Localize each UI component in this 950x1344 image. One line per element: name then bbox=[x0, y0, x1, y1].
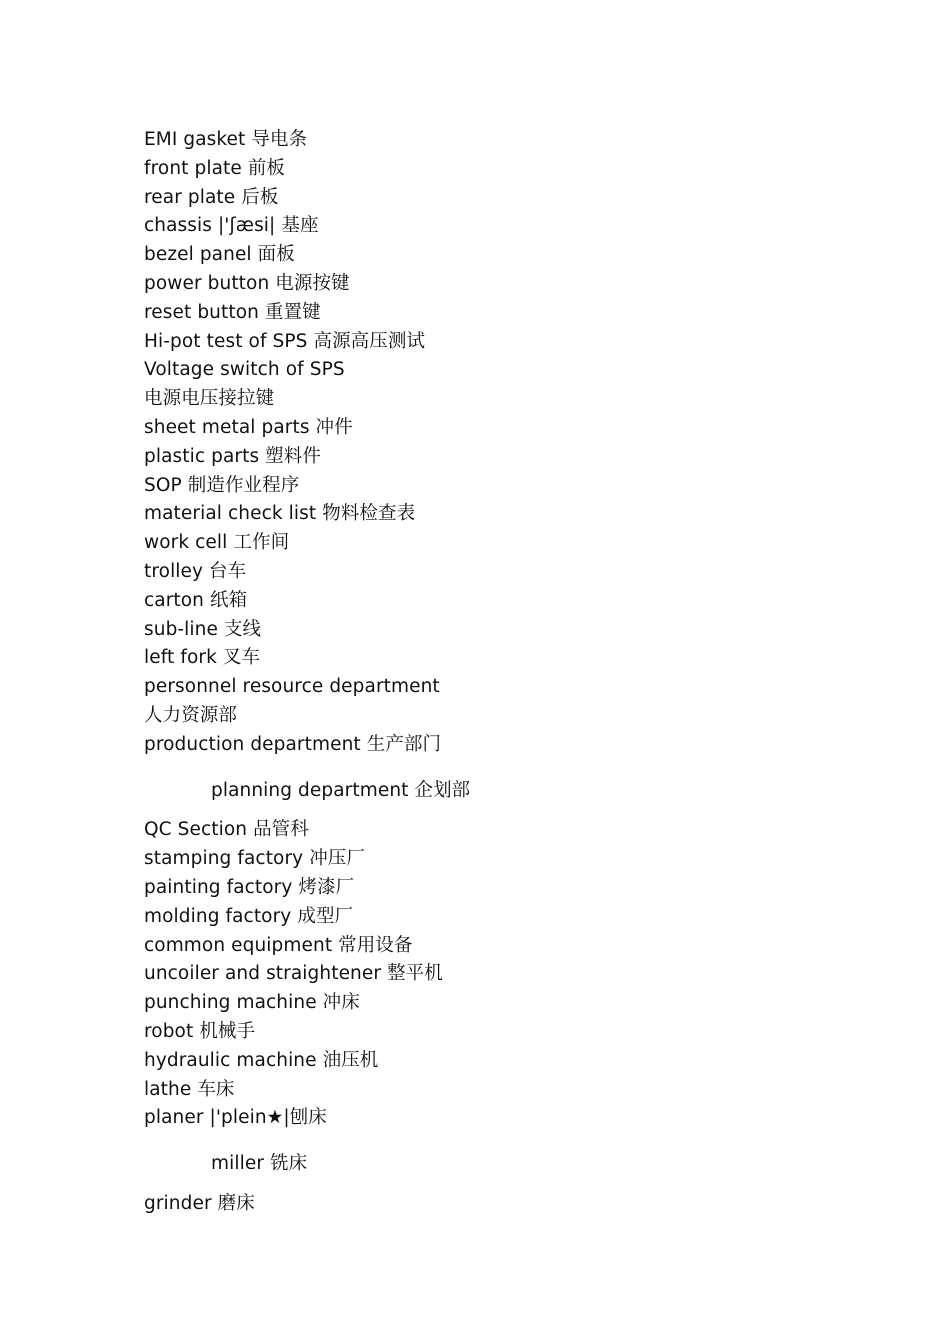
glossary-line: common equipment 常用设备 bbox=[144, 934, 413, 956]
glossary-line: work cell 工作间 bbox=[144, 532, 290, 554]
glossary-line: miller 铣床 bbox=[211, 1153, 308, 1175]
glossary-line: SOP 制造作业程序 bbox=[144, 474, 300, 496]
glossary-line: Voltage switch of SPS bbox=[144, 359, 345, 381]
glossary-line: chassis |'ʃæsi| 基座 bbox=[144, 215, 319, 237]
glossary-line: left fork 叉车 bbox=[144, 647, 261, 669]
glossary-line: rear plate 后板 bbox=[144, 186, 279, 208]
glossary-line: planning department 企划部 bbox=[211, 779, 471, 801]
glossary-line: robot 机械手 bbox=[144, 1020, 256, 1042]
glossary-line: production department 生产部门 bbox=[144, 733, 442, 755]
glossary-line: punching machine 冲床 bbox=[144, 992, 360, 1014]
glossary-line: lathe 车床 bbox=[144, 1078, 235, 1100]
glossary-line: carton 纸箱 bbox=[144, 589, 248, 611]
glossary-line: grinder 磨床 bbox=[144, 1192, 255, 1214]
glossary-line: power button 电源按键 bbox=[144, 272, 350, 294]
glossary-line: QC Section 品管科 bbox=[144, 819, 309, 841]
glossary-line: personnel resource department bbox=[144, 676, 440, 698]
glossary-line: sheet metal parts 冲件 bbox=[144, 416, 353, 438]
glossary-line: stamping factory 冲压厂 bbox=[144, 848, 366, 870]
glossary-line: 人力资源部 bbox=[144, 704, 238, 726]
glossary-line: molding factory 成型厂 bbox=[144, 905, 354, 927]
glossary-line: 电源电压接拉键 bbox=[144, 388, 275, 410]
glossary-list bbox=[144, 126, 844, 1219]
glossary-line: trolley 台车 bbox=[144, 560, 247, 582]
glossary-line: reset button 重置键 bbox=[144, 301, 321, 323]
glossary-line: material check list 物料检查表 bbox=[144, 503, 416, 525]
glossary-line: sub-line 支线 bbox=[144, 618, 262, 640]
glossary-line: uncoiler and straightener 整平机 bbox=[144, 963, 443, 985]
glossary-line: planer |'plein★|刨床 bbox=[144, 1107, 327, 1129]
glossary-line: bezel panel 面板 bbox=[144, 244, 295, 266]
glossary-line: front plate 前板 bbox=[144, 157, 286, 179]
glossary-line: Hi-pot test of SPS 高源高压测试 bbox=[144, 330, 426, 352]
glossary-line: plastic parts 塑料件 bbox=[144, 445, 321, 467]
glossary-line: painting factory 烤漆厂 bbox=[144, 876, 355, 898]
glossary-line: hydraulic machine 油压机 bbox=[144, 1049, 379, 1071]
glossary-line: EMI gasket 导电条 bbox=[144, 129, 308, 150]
